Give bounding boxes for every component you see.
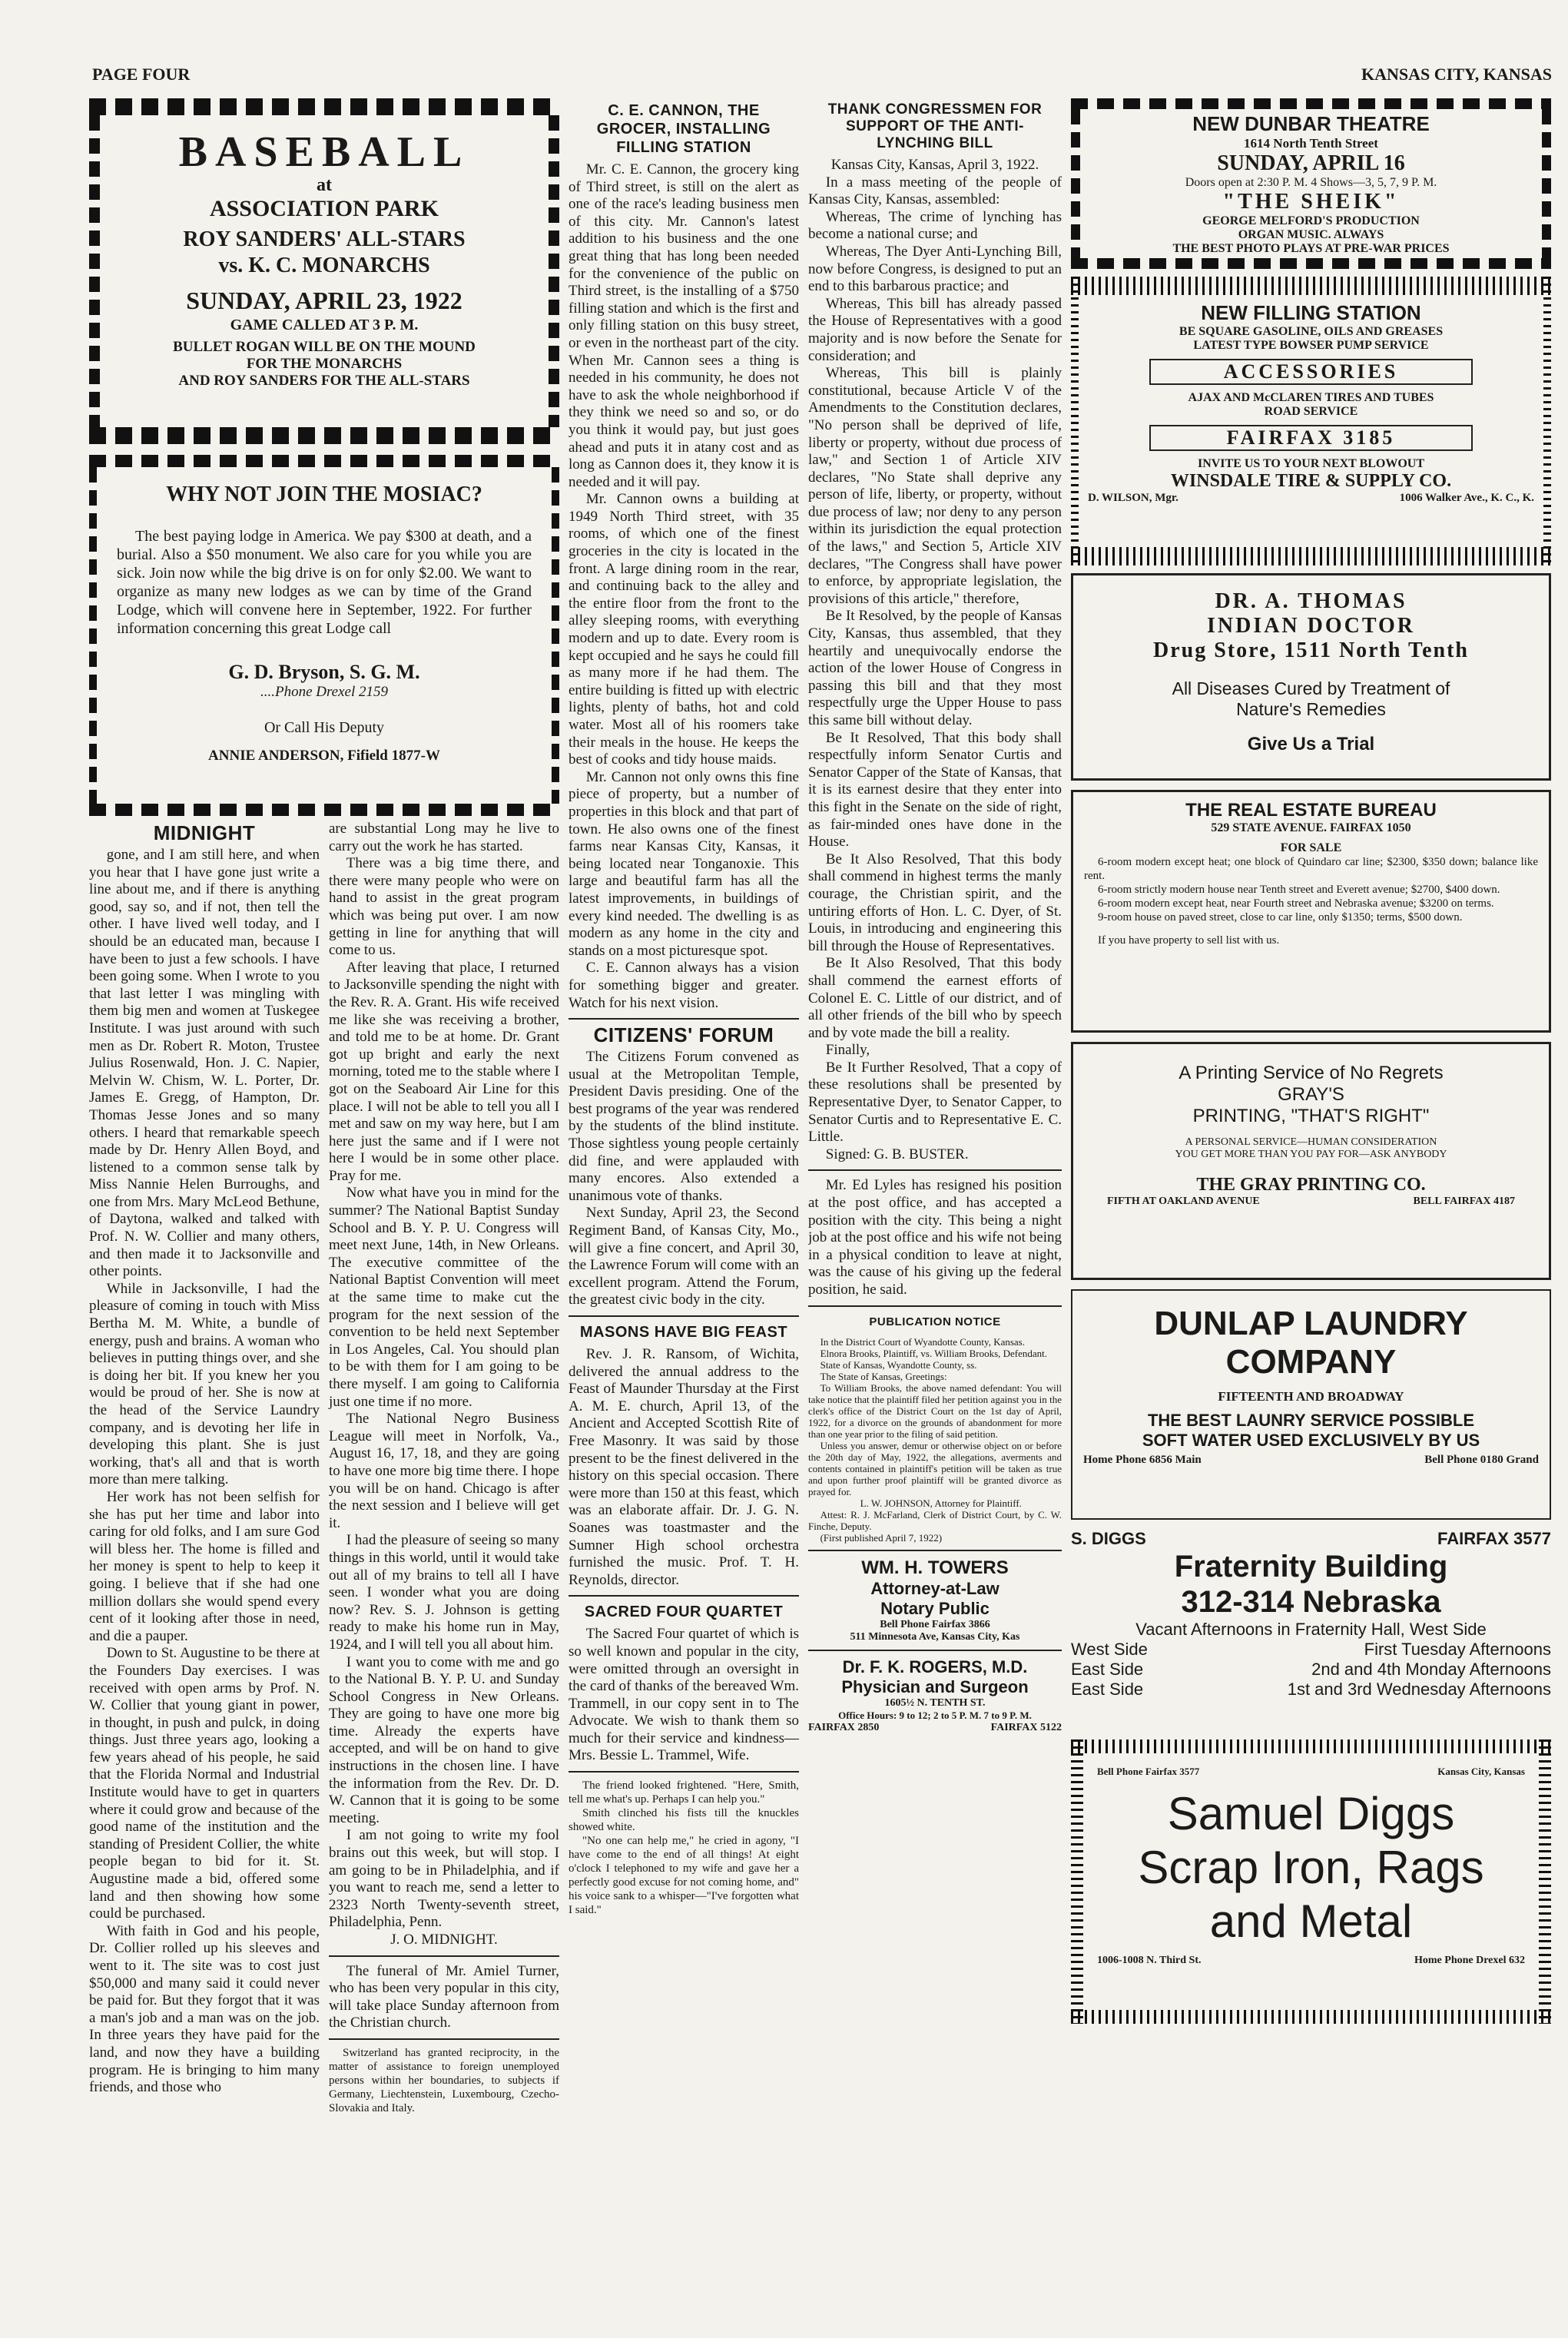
baseball-team2: vs. K. C. MONARCHS <box>218 254 430 277</box>
congress-para: In a mass meeting of the people of Kansas City, Kansas, assembled: <box>808 174 1062 208</box>
congress-signed: Signed: G. B. BUSTER. <box>825 1146 969 1162</box>
dunbar-date: SUNDAY, APRIL 16 <box>1217 151 1405 175</box>
dunbar-prod: GEORGE MELFORD'S PRODUCTION <box>1202 214 1420 227</box>
diggs-city: Kansas City, Kansas <box>1437 1766 1525 1777</box>
column-ads <box>1071 98 1551 2326</box>
rogers-phone-left: FAIRFAX 2850 <box>808 1721 880 1733</box>
midnight-para: There was a big time there, and there were many people who were on hand to assist in the great program which was being put over. I am now getting in line for anything that will come to us. <box>329 855 559 959</box>
congress-para: Be It Resolved, That this body shall respectfully inform Senator Curtis and Senator Capper of the State of Kansas, that it is its earnest desire that they enter into this fight in the Senate on the side of right, as fair-minded ones have done in the House. <box>808 729 1062 851</box>
cannon-para: Mr. Cannon not only owns this fine piece of property, but a number of properties in this block and that part of town. He also owns one of the finest farms near Kansas City, Kansas, it being located near Tonganoxie. This large and beautiful farm has all the latest improvements, in buildings of every kind needed. The dwelling is as modern as any home in the city and stands on a most picturesque spot. <box>569 768 799 959</box>
filling-mgr: D. WILSON, Mgr. <box>1088 492 1178 504</box>
notice-line: L. W. JOHNSON, Attorney for Plaintiff. <box>860 1497 1022 1509</box>
filling-ad <box>1071 277 1551 565</box>
column-2 <box>569 98 799 2326</box>
filling-line3: AJAX AND McCLAREN TIRES AND TUBES <box>1188 391 1434 404</box>
baseball-ad <box>89 98 559 444</box>
cannon-para: Mr. C. E. Cannon, the grocery king of Third street, is still on the alert as one of the race's leading business men of this city. Mr. Cannon's latest addition to his business and the one great thing that has long been needed for the convenience of the public on Third street, is the installing of a $750 filling station and which is the first and only filling station on this busy street, or even in the northeast part of the city. When Mr. Cannon sees a thing is needed in his community, he does not have to ask the whole neighborhood if they think we need so and so, or do you think it would pay, but just goes ahead and puts it in atany cost and as long as Cannon does it, they know it is needed and it will pay. <box>569 161 799 490</box>
thomas-line1: All Diseases Cured by Treatment of <box>1172 678 1450 698</box>
midnight-para: I am not going to write my fool brains out this week, but will stop. I am going to be in Philadelphia, and if you want to reach me, send a letter to 2323 North Twenty-seventh street, Philadelphia, Penn. <box>329 1827 559 1931</box>
congress-para: Whereas, This bill has already passed the House of Representatives with a good majority and is now before the Senate for consideration; and <box>808 295 1062 364</box>
joke-line: "No one can help me," he cried in agony, "I have come to the end of all things! At eight o'clock I telephoned to my wife and gave her a perfectly good excuse for not coming home, and" his voice sank to a whisper—"I've forgotten what I said." <box>569 1835 799 1917</box>
dunbar-title: NEW DUNBAR THEATRE <box>1192 112 1430 135</box>
diggs-line1: Scrap Iron, Rags <box>1138 1842 1484 1893</box>
congress-para: Finally, <box>825 1042 870 1059</box>
gray-phone: BELL FAIRFAX 4187 <box>1413 1196 1515 1207</box>
rogers-addr: 1605½ N. TENTH ST. <box>884 1696 986 1709</box>
realestate-footer: If you have property to sell list with us. <box>1098 934 1280 947</box>
gray-line4: A PERSONAL SERVICE—HUMAN CONSIDERATION <box>1185 1136 1437 1148</box>
filling-box1: ACCESSORIES <box>1149 359 1473 385</box>
filling-addr: 1006 Walker Ave., K. C., K. <box>1399 492 1534 504</box>
page-header <box>92 65 1552 95</box>
mosiac-phone: ....Phone Drexel 2159 <box>260 684 389 700</box>
gray-line1: A Printing Service of No Regrets <box>1178 1063 1444 1083</box>
midnight-para: I want you to come with me and go to the National B. Y. P. U. and Sunday School Congress in New Orleans. They are going to have one more big time. Already the experts have accepted, and will be on hand to give instructions in the chosen line. I have the information from the Rev. Dr. D. W. Cannon that it is going to be some meeting. <box>329 1653 559 1826</box>
notice-line: To William Brooks, the above named defendant: You will take notice that the plaintiff filed her petition against you in the clerk's office of the District Court on the 1st day of April, 1922, for a divorce on the grounds of abandonment for more than one year prior to the filing of said petition. <box>808 1381 1062 1440</box>
joke-line: The friend looked frightened. "Here, Smith, tell me what's up. Perhaps I can help you." <box>569 1779 799 1806</box>
midnight-para: I had the pleasure of seeing so many things in this world, until it would take out all of my brains to tell all I have seen. I wonder what you are doing now? Rev. S. J. Johnson is getting ready to make his home run in May, 1924, and I will tell you all about him. <box>329 1532 559 1653</box>
towers-line2: Notary Public <box>880 1598 990 1618</box>
rogers-ad <box>808 1657 1062 1734</box>
dunbar-film: "THE SHEIK" <box>1222 190 1400 214</box>
congress-para: Whereas, The Dyer Anti-Lynching Bill, now before Congress, is designed to put an end to this barbarous practice; and <box>808 243 1062 295</box>
thomas-line2: Nature's Remedies <box>1236 699 1386 719</box>
midnight-para: gone, and I am still here, and when you hear that I have gone just write a line about me, and if there is anything good, say so, and if not, then tell the other. I have lived well today, and I should be an educated man, because I have been to just a few schools. I have been going some. When I wrote to you that last letter I was mingling with them big men and women at Tuskegee Institute. I was just around with such men as Dr. Robert R. Moton, Trustee Julius Rosenwald, Hon. J. C. Napier, Melvin W. Chism, W. L. Porter, Dr. James E. Gregg, of Hampton, Dr. Thomas Jesse Jones and so many others. I heard that remarkable speech made by Dr. Henry Allen Boyd, and listened to a common sense talk by Miss Nannie Helen Burroughs, and one from Mrs. Mary McLeod Bethune, of Daytona, walked and talked with Prof. N. W. Collier and many others, and then made it to Jacksonville and other points. <box>89 847 320 1280</box>
midnight-para: While in Jacksonville, I had the pleasure of coming in touch with Miss Bertha M. M. White, a bundle of energy, push and brains. A woman who believes in putting things over, and she is doing her bit. If you knew her you would be proud of her. She is now at the head of the Service Laundry company, and is devoting her life in developing this plant. She is just working, that's all and that is worth more than mere talking. <box>89 1280 320 1488</box>
diggs-addr: 1006-1008 N. Third St. <box>1097 1955 1202 1966</box>
baseball-note3: AND ROY SANDERS FOR THE ALL-STARS <box>178 373 470 389</box>
midnight-para: are substantial Long may he live to carry out the work he has started. <box>329 821 559 854</box>
cannon-para: Mr. Cannon owns a building at 1949 North Third street, with 35 rooms, of which one of the finest groceries in the city is located in the front. A large dining room in the rear, and continuing back to the alley and the entire floor from the front to the alley sleeping rooms, with everything modern and up to date. Every room is kept occupied and he says he could fill as many more if he had them. The entire building is fitted up with electric lights, plenty of baths, hot and cold water. Most all of his roomers take their meals in the house. He keeps the best of cooks and tidy house maids. <box>569 491 799 768</box>
congress-para: Whereas, The crime of lynching has become a national curse; and <box>808 208 1062 243</box>
diggs-line2: and Metal <box>1209 1895 1413 1947</box>
funeral-notice: The funeral of Mr. Amiel Turner, who has been very popular in this city, will take place Sunday afternoon from the Christian church. <box>329 1962 559 2031</box>
dunbar-music: ORGAN MUSIC. ALWAYS <box>1238 228 1384 241</box>
diggs-ad <box>1071 1739 1551 2024</box>
gray-line5: YOU GET MORE THAN YOU PAY FOR—ASK ANYBODY <box>1175 1149 1447 1160</box>
mosiac-ad <box>89 455 559 816</box>
baseball-note1: BULLET ROGAN WILL BE ON THE MOUND <box>173 339 476 355</box>
filling-company: WINSDALE TIRE & SUPPLY CO. <box>1170 471 1452 491</box>
filling-box2: FAIRFAX 3185 <box>1149 425 1473 451</box>
rogers-name: Dr. F. K. ROGERS, M.D. <box>842 1656 1028 1676</box>
realestate-title: THE REAL ESTATE BUREAU <box>1185 800 1437 821</box>
midnight-para: The National Negro Business League will meet in Norfolk, Va., August 16, 17, 18, and they are going to have one more big time there. I hope you will be on hand. Chicago is after the next session and I believe will get it. <box>329 1411 559 1531</box>
realestate-ad <box>1071 790 1551 1033</box>
baseball-at: at <box>317 175 332 195</box>
page-number: PAGE FOUR <box>92 65 191 84</box>
congress-title: THANK CONGRESSMEN FOR SUPPORT OF THE ANTI-LYNCHING BILL <box>827 101 1043 151</box>
switzerland-note: Switzerland has granted reciprocity, in the matter of assistance to foreign unemployed persons within her boundaries, to subjects if Germany, Liechtenstein, Luxembourg, Czecho-Slovakia and Italy. <box>329 2046 559 2114</box>
dunbar-addr: 1614 North Tenth Street <box>1244 136 1378 151</box>
towers-name: WM. H. TOWERS <box>861 1557 1009 1578</box>
baseball-park: ASSOCIATION PARK <box>209 196 439 221</box>
filling-title: NEW FILLING STATION <box>1201 301 1421 324</box>
dunlap-line1: DUNLAP LAUNDRY <box>1154 1305 1468 1342</box>
fraternity-r2b: 2nd and 4th Monday Afternoons <box>1311 1660 1551 1679</box>
fraternity-r3a: East Side <box>1071 1680 1144 1699</box>
quartet-title: SACRED FOUR QUARTET <box>584 1603 784 1621</box>
fraternity-r1b: First Tuesday Afternoons <box>1364 1640 1551 1659</box>
notice-title: PUBLICATION NOTICE <box>869 1315 1001 1328</box>
dunlap-slogan2: SOFT WATER USED EXCLUSIVELY BY US <box>1142 1431 1480 1450</box>
diggs-name: Samuel Diggs <box>1167 1788 1455 1839</box>
filling-line2: LATEST TYPE BOWSER PUMP SERVICE <box>1193 339 1429 352</box>
notice-line: Elnora Brooks, Plaintiff, vs. William Brooks, Defendant. <box>820 1347 1048 1359</box>
realestate-forsale: FOR SALE <box>1280 841 1342 854</box>
cannon-title: C. E. CANNON, THE GROCER, INSTALLING FILLING STATION <box>596 102 771 156</box>
realestate-item: 6-room modern except heat, near Fourth street and Nebraska avenue; $3200 on terms. <box>1098 897 1494 910</box>
dunlap-ad <box>1071 1289 1551 1520</box>
joke-line: Smith clinched his fists till the knuckles showed white. <box>569 1807 799 1834</box>
citizens-para: Next Sunday, April 23, the Second Regiment Band, of Kansas City, Mo., will give a fine concert, and April 30, the Lawrence Forum will come with an excellent program. Attend the Forum, the greatest civic body in the city. <box>569 1205 799 1308</box>
dunlap-bell: Bell Phone 0180 Grand <box>1424 1454 1539 1466</box>
column-left <box>89 98 559 2326</box>
thomas-store: Drug Store, 1511 North Tenth <box>1153 638 1469 662</box>
congress-para: Whereas, This bill is plainly constitutional, because Article V of the Amendments to the Constitution declares, "No person shall be deprived of life, liberty or property, without due process of law," and Section 1 of Article XIV declares, "No State shall deprive any person of life, liberty, or property, without due process of law; nor deny to any person within its jurisdiction the equal protection of the laws," and Section 5, Article XIV declares, "The Congress shall have power to enforce, by appropriate legislation, the provisions of this article," therefore, <box>808 365 1062 607</box>
dunlap-addr: FIFTEENTH AND BROADWAY <box>1218 1389 1404 1404</box>
notice-line: Attest: R. J. McFarland, Clerk of District Court, by C. W. Finche, Deputy. <box>808 1508 1062 1532</box>
notice-line: Unless you answer, demur or otherwise object on or before the 20th day of May, 1922, the allegations, averments and contents contained in plaintiff's petition will be taken as true and upon further proof plaintiff will be granted divorce as prayed for. <box>808 1439 1062 1497</box>
filling-line4: ROAD SERVICE <box>1264 405 1358 418</box>
quartet-body: The Sacred Four quartet of which is so well known and popular in the city, were omitted through an oversight in the card of thanks of the bereaved Wm. Trammell, in our copy sent in to The Advocate. We wish to thank them so much for their service and kindness—Mrs. Bessie L. Trammel, Wife. <box>569 1626 799 1764</box>
column-3 <box>808 98 1062 2326</box>
mosiac-title: WHY NOT JOIN THE MOSIAC? <box>166 483 482 506</box>
baseball-note2: FOR THE MONARCHS <box>246 356 403 372</box>
fraternity-r3b: 1st and 3rd Wednesday Afternoons <box>1287 1680 1551 1699</box>
congress-para: Be It Also Resolved, That this body shall commend the earnest efforts of Colonel E. C. Little of our district, and of all other friends of the bill who by speech and by vote made the bill a reality. <box>808 955 1062 1041</box>
congress-para: Be It Further Resolved, That a copy of these resolutions shall be presented by Representative Dyer, to Senator Capper, to Senator Curtis and to Representative E. C. Little. <box>808 1059 1062 1146</box>
towers-phone: Bell Phone Fairfax 3866 <box>880 1618 990 1630</box>
citizens-para: The Citizens Forum convened as usual at the Metropolitan Temple, President Davis presiding. One of the best programs of the year was rendered by the students of the blind institute. Those sightless young people certainly did fine, and were applauded with many encores. Also extended a unanimous vote of thanks. <box>569 1049 799 1204</box>
midnight-signature: J. O. MIDNIGHT. <box>390 1932 498 1948</box>
mosiac-deputy-name: ANNIE ANDERSON, Fifield 1877-W <box>208 748 440 764</box>
midnight-para: Her work has not been selfish for she has put her time and labor into caring for old folks, and I am sure God will bless her. The home is filled and her money is spent to help to keep it going. I believe that if she had one million dollars she would spend every cent of it looking after those in need, and die a pauper. <box>89 1488 320 1644</box>
realestate-item: 6-room strictly modern house near Tenth street and Everett avenue; $2700, $400 down. <box>1098 884 1500 896</box>
mosiac-deputy: Or Call His Deputy <box>264 719 385 736</box>
towers-addr: 511 Minnesota Ave, Kansas City, Kas <box>850 1630 1020 1643</box>
midnight-para: Now what have you in mind for the summer? The National Baptist Sunday School and B. Y. P. U. Congress will meet next June, 14th, in New Orleans. The executive committee of the National Baptist Convention will meet at the same time to make cut the program for the next session of the convention to be held next September in Los Angeles, Cal. You should plan to be with them for I am going to be there myself. I am going to California just one time if no more. <box>329 1185 559 1410</box>
thomas-ad <box>1071 573 1551 781</box>
dunlap-home: Home Phone 6856 Main <box>1083 1454 1202 1466</box>
towers-line1: Attorney-at-Law <box>870 1578 999 1598</box>
filling-line1: BE SQUARE GASOLINE, OILS AND GREASES <box>1178 325 1444 338</box>
lyles-body: Mr. Ed Lyles has resigned his position at the post office, and has accepted a position with the city. This being a night job at the post office and his wife not being in a physical condition to leave at night, was the cause of his giving up the federal position, he said. <box>808 1177 1062 1298</box>
rogers-hours: Office Hours: 9 to 12; 2 to 5 P. M. 7 to 9 P. M. <box>838 1709 1032 1721</box>
baseball-called: GAME CALLED AT 3 P. M. <box>230 317 419 333</box>
citizens-title: CITIZENS' FORUM <box>593 1023 774 1047</box>
gray-ad <box>1071 1042 1551 1280</box>
notice-line: In the District Court of Wyandotte County, Kansas. <box>820 1335 1025 1348</box>
dunbar-best: THE BEST PHOTO PLAYS AT PRE-WAR PRICES <box>1172 242 1450 255</box>
midnight-para: With faith in God and his people, Dr. Collier rolled up his sleeves and went to it. The site was to cost just $50,000 and many said it could never be paid for. But they forgot that it was a man's job and a man was on the job. In three years they have paid for the land, and now they have a building program. He is bringing to him many friends, and those who <box>89 1922 320 2096</box>
notice-line: The State of Kansas, Greetings: <box>820 1370 947 1382</box>
midnight-title: MIDNIGHT <box>153 821 256 844</box>
notice-line: State of Kansas, Wyandotte County, ss. <box>820 1358 977 1371</box>
baseball-team1: ROY SANDERS' ALL-STARS <box>183 227 466 251</box>
midnight-para: Down to St. Augustine to be there at the Founders Day exercises. I was received with open arms by Prof. N. W. Collier that young giant in power, in thought, in push and pulck, in doing things. Just three years ago, looking a few years ahead of his people, he said that the Florida Normal and Industrial Institute would have to get in quarters where it could grow and because of the good name of the institution and the standing of President Collier, the white people began to bid for it. St. Augustine made a bid, offered some land and then showing how some could be purchased. <box>89 1645 320 1922</box>
gray-line3: PRINTING, "THAT'S RIGHT" <box>1192 1106 1430 1126</box>
fraternity-left: S. DIGGS <box>1071 1529 1146 1548</box>
midnight-para: After leaving that place, I returned to Jacksonville spending the night with the Rev. R. A. Grant. His wife received me like she was receiving a brother, and told me to be at home. Dr. Grant got up bright and early the next morning, toted me to the stable where I got on the Seaboard Air Line for this place. I will not be able to tell you all I met and saw on my way here, but I am here just the same and if I were not here I would be in some other place. Pray for me. <box>329 959 559 1184</box>
masons-body: Rev. J. R. Ransom, of Wichita, delivered the annual address to the Feast of Maunder Thursday at the First A. M. E. church, April 13, of the Ancient and Accepted Scottish Rite of Free Masonry. It was said by those present to be the finest delivered in the history on this special occasion. There were more than 150 at this feast, which was an elaborate affair. Dr. J. G. N. Soanes was toastmaster and the Sumner High school orchestra furnished the music. Prof. T. H. Reynolds, director. <box>569 1346 799 1588</box>
midnight-article <box>89 821 559 2115</box>
mosiac-name: G. D. Bryson, S. G. M. <box>228 661 420 683</box>
diggs-home: Home Phone Drexel 632 <box>1414 1955 1525 1966</box>
congress-dateline: Kansas City, Kansas, April 3, 1922. <box>830 157 1039 173</box>
thomas-title: INDIAN DOCTOR <box>1206 614 1416 638</box>
filling-invite: INVITE US TO YOUR NEXT BLOWOUT <box>1197 457 1425 470</box>
baseball-date: SUNDAY, APRIL 23, 1922 <box>186 287 462 314</box>
fraternity-right: FAIRFAX 3577 <box>1437 1529 1551 1548</box>
rogers-phone-right: FAIRFAX 5122 <box>990 1721 1062 1733</box>
realestate-item: 6-room modern except heat; one block of Quindaro car line; $2300, $350 down; balance like rent. <box>1084 856 1538 882</box>
dunbar-doors: Doors open at 2:30 P. M. 4 Shows—3, 5, 7, 9 P. M. <box>1185 176 1437 189</box>
fraternity-r1a: West Side <box>1071 1640 1148 1659</box>
gray-company: THE GRAY PRINTING CO. <box>1196 1175 1426 1195</box>
mosiac-body: The best paying lodge in America. We pay $300 at death, and a burial. Also a $50 monument. We also care for you while you are sick. Join now while the big drive is on for only $2.00. We want to organize as many new lodges as we can by time of the Grand Lodge, which will convene here in September, 1922. For further information concerning this great Lodge call <box>117 528 532 637</box>
dunlap-line2: COMPANY <box>1225 1343 1397 1381</box>
baseball-title: BASEBALL <box>178 128 470 176</box>
fraternity-title: Fraternity Building <box>1174 1550 1448 1584</box>
gray-line2: GRAY'S <box>1278 1084 1344 1105</box>
realestate-addr: 529 STATE AVENUE. FAIRFAX 1050 <box>1211 821 1411 834</box>
congress-para: Be It Resolved, by the people of Kansas City, Kansas, thus assembled, that they heartily and unequivocally endorse the action of the lower House of Congress in passing this bill and that they most respectfully urge the Upper House to pass this same bill without delay. <box>808 608 1062 728</box>
fraternity-ad <box>1071 1529 1551 1730</box>
thomas-name: DR. A. THOMAS <box>1215 589 1407 613</box>
fraternity-r2a: East Side <box>1071 1660 1144 1679</box>
fraternity-addr: 312-314 Nebraska <box>1181 1585 1441 1619</box>
congress-para: Be It Also Resolved, That this body shall commend in highest terms the manly courage, the Christian spirit, and the untiring efforts of Hon. L. C. Dyer, of St. Louis, in introducing and engineering this bill through the House of Representatives. <box>808 851 1062 954</box>
dunlap-slogan1: THE BEST LAUNRY SERVICE POSSIBLE <box>1147 1411 1474 1430</box>
thomas-trial: Give Us a Trial <box>1247 734 1375 754</box>
realestate-item: 9-room house on paved street, close to car line, only $1350; terms, $500 down. <box>1098 911 1463 924</box>
towers-ad <box>808 1557 1062 1643</box>
fraternity-vacant: Vacant Afternoons in Fraternity Hall, West Side <box>1135 1620 1487 1639</box>
rogers-title: Physician and Surgeon <box>841 1676 1029 1696</box>
notice-line: (First published April 7, 1922) <box>820 1531 943 1544</box>
dateline-city: KANSAS CITY, KANSAS <box>1361 65 1552 84</box>
diggs-phone-left: Bell Phone Fairfax 3577 <box>1097 1766 1200 1777</box>
cannon-para: C. E. Cannon always has a vision for something bigger and greater. Watch for his next vision. <box>569 960 799 1011</box>
dunbar-ad <box>1071 98 1551 269</box>
gray-addr: FIFTH AT OAKLAND AVENUE <box>1107 1196 1260 1207</box>
masons-title: MASONS HAVE BIG FEAST <box>579 1324 788 1341</box>
